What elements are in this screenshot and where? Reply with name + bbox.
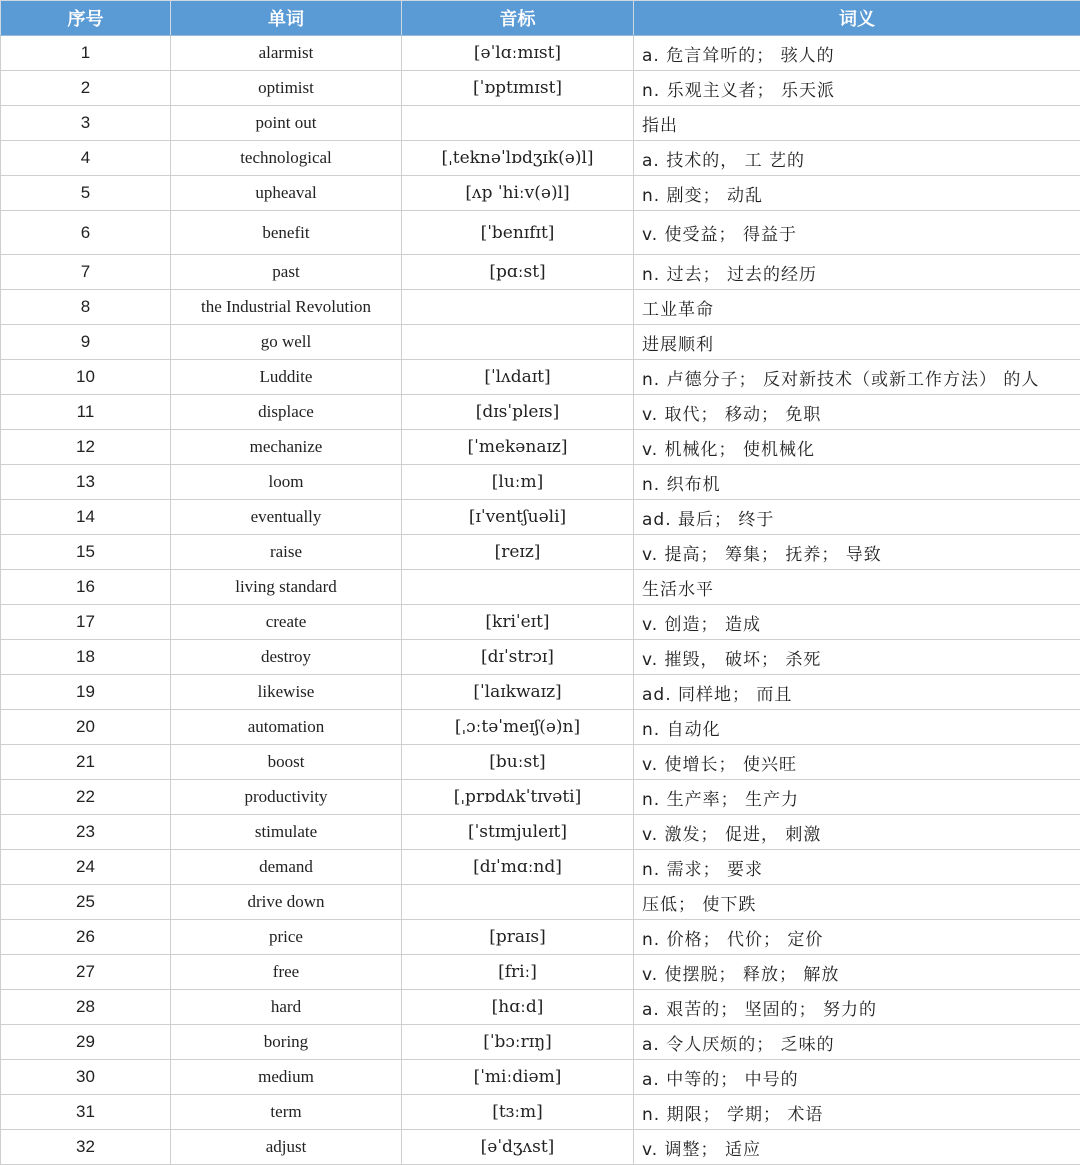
cell-index: 11: [1, 395, 171, 430]
cell-phonetic: [ˌɔːtəˈmeɪʃ(ə)n]: [402, 710, 634, 745]
cell-phonetic: [əˈlɑːmɪst]: [402, 36, 634, 71]
table-row: [1, 885, 1080, 920]
cell-meaning: v. 摧毁， 破坏； 杀死: [634, 640, 1080, 675]
cell-index: 3: [1, 106, 171, 141]
cell-index: 27: [1, 955, 171, 990]
cell-index: 22: [1, 780, 171, 815]
table-row: [1, 106, 1080, 141]
cell-index: 5: [1, 176, 171, 211]
cell-index: 29: [1, 1025, 171, 1060]
cell-meaning: a. 危言耸听的； 骇人的: [634, 36, 1080, 71]
cell-phonetic: [əˈdʒʌst]: [402, 1130, 634, 1165]
cell-word: eventually: [171, 500, 402, 535]
cell-index: 6: [1, 211, 171, 255]
cell-meaning: 生活水平: [634, 570, 1080, 605]
table-row: [1, 430, 1080, 465]
cell-index: 2: [1, 71, 171, 106]
cell-word: go well: [171, 325, 402, 360]
cell-index: 26: [1, 920, 171, 955]
table-row: [1, 850, 1080, 885]
cell-word: the Industrial Revolution: [171, 290, 402, 325]
cell-meaning: n. 需求； 要求: [634, 850, 1080, 885]
cell-index: 13: [1, 465, 171, 500]
table-row: [1, 500, 1080, 535]
table-row: [1, 290, 1080, 325]
cell-index: 23: [1, 815, 171, 850]
cell-meaning: v. 使摆脱； 释放； 解放: [634, 955, 1080, 990]
cell-word: point out: [171, 106, 402, 141]
cell-word: demand: [171, 850, 402, 885]
cell-meaning: a. 中等的； 中号的: [634, 1060, 1080, 1095]
cell-index: 21: [1, 745, 171, 780]
cell-meaning: v. 激发； 促进， 刺激: [634, 815, 1080, 850]
cell-phonetic: [ˌprɒdʌkˈtɪvəti]: [402, 780, 634, 815]
cell-index: 9: [1, 325, 171, 360]
cell-index: 19: [1, 675, 171, 710]
table-row: [1, 1130, 1080, 1165]
cell-meaning: v. 使增长； 使兴旺: [634, 745, 1080, 780]
cell-index: 20: [1, 710, 171, 745]
cell-meaning: n. 期限； 学期； 术语: [634, 1095, 1080, 1130]
cell-meaning: ad. 同样地； 而且: [634, 675, 1080, 710]
table-row: [1, 141, 1080, 176]
cell-meaning: n. 剧变； 动乱: [634, 176, 1080, 211]
cell-word: create: [171, 605, 402, 640]
table-row: [1, 570, 1080, 605]
cell-word: benefit: [171, 211, 402, 255]
cell-meaning: v. 机械化； 使机械化: [634, 430, 1080, 465]
cell-phonetic: [ˈmiːdiəm]: [402, 1060, 634, 1095]
cell-phonetic: [402, 325, 634, 360]
cell-word: likewise: [171, 675, 402, 710]
cell-phonetic: [402, 290, 634, 325]
cell-word: automation: [171, 710, 402, 745]
cell-meaning: n. 织布机: [634, 465, 1080, 500]
cell-word: adjust: [171, 1130, 402, 1165]
cell-phonetic: [pɑːst]: [402, 255, 634, 290]
cell-phonetic: [ˈstɪmjuleɪt]: [402, 815, 634, 850]
cell-phonetic: [kriˈeɪt]: [402, 605, 634, 640]
cell-meaning: n. 过去； 过去的经历: [634, 255, 1080, 290]
cell-index: 7: [1, 255, 171, 290]
cell-word: raise: [171, 535, 402, 570]
table-row: [1, 955, 1080, 990]
cell-index: 18: [1, 640, 171, 675]
cell-word: medium: [171, 1060, 402, 1095]
cell-index: 1: [1, 36, 171, 71]
cell-phonetic: [ɪˈventʃuəli]: [402, 500, 634, 535]
header-index: 序号: [1, 1, 171, 36]
cell-index: 25: [1, 885, 171, 920]
cell-meaning: n. 自动化: [634, 710, 1080, 745]
cell-meaning: n. 生产率； 生产力: [634, 780, 1080, 815]
cell-phonetic: [hɑːd]: [402, 990, 634, 1025]
table-row: [1, 990, 1080, 1025]
cell-word: past: [171, 255, 402, 290]
table-row: [1, 605, 1080, 640]
cell-phonetic: [402, 570, 634, 605]
cell-index: 17: [1, 605, 171, 640]
cell-phonetic: [ˌteknəˈlɒdʒɪk(ə)l]: [402, 141, 634, 176]
cell-index: 16: [1, 570, 171, 605]
cell-word: destroy: [171, 640, 402, 675]
cell-meaning: 工业革命: [634, 290, 1080, 325]
cell-meaning: v. 使受益； 得益于: [634, 211, 1080, 255]
header-row: [1, 1, 1080, 36]
cell-meaning: v. 取代； 移动； 免职: [634, 395, 1080, 430]
cell-index: 28: [1, 990, 171, 1025]
cell-index: 30: [1, 1060, 171, 1095]
cell-meaning: ad. 最后； 终于: [634, 500, 1080, 535]
cell-phonetic: [praɪs]: [402, 920, 634, 955]
cell-phonetic: [ˈɒptɪmɪst]: [402, 71, 634, 106]
cell-phonetic: [ˈbenɪfɪt]: [402, 211, 634, 255]
cell-phonetic: [luːm]: [402, 465, 634, 500]
cell-word: alarmist: [171, 36, 402, 71]
header-word: 单词: [171, 1, 402, 36]
cell-phonetic: [buːst]: [402, 745, 634, 780]
cell-word: displace: [171, 395, 402, 430]
cell-word: boring: [171, 1025, 402, 1060]
cell-meaning: v. 创造； 造成: [634, 605, 1080, 640]
cell-word: technological: [171, 141, 402, 176]
cell-phonetic: [reɪz]: [402, 535, 634, 570]
cell-meaning: n. 价格； 代价； 定价: [634, 920, 1080, 955]
table-row: [1, 535, 1080, 570]
cell-phonetic: [402, 106, 634, 141]
cell-index: 15: [1, 535, 171, 570]
cell-phonetic: [ˈmekənaɪz]: [402, 430, 634, 465]
table-row: [1, 745, 1080, 780]
cell-meaning: 指出: [634, 106, 1080, 141]
cell-phonetic: [tɜːm]: [402, 1095, 634, 1130]
cell-index: 10: [1, 360, 171, 395]
cell-meaning: a. 技术的， 工 艺的: [634, 141, 1080, 176]
cell-meaning: 压低； 使下跌: [634, 885, 1080, 920]
table-row: [1, 395, 1080, 430]
header-phonetic: 音标: [402, 1, 634, 36]
cell-meaning: a. 艰苦的； 坚固的； 努力的: [634, 990, 1080, 1025]
cell-phonetic: [dɪˈmɑːnd]: [402, 850, 634, 885]
cell-word: loom: [171, 465, 402, 500]
table-row: [1, 36, 1080, 71]
table-row: [1, 255, 1080, 290]
cell-word: price: [171, 920, 402, 955]
table-row: [1, 465, 1080, 500]
cell-phonetic: [dɪsˈpleɪs]: [402, 395, 634, 430]
cell-word: boost: [171, 745, 402, 780]
cell-word: productivity: [171, 780, 402, 815]
cell-word: term: [171, 1095, 402, 1130]
cell-index: 32: [1, 1130, 171, 1165]
table-row: [1, 1025, 1080, 1060]
table-row: [1, 815, 1080, 850]
table-row: [1, 710, 1080, 745]
cell-index: 8: [1, 290, 171, 325]
cell-word: free: [171, 955, 402, 990]
cell-meaning: v. 提高； 筹集； 抚养； 导致: [634, 535, 1080, 570]
cell-word: stimulate: [171, 815, 402, 850]
cell-word: optimist: [171, 71, 402, 106]
cell-phonetic: [friː]: [402, 955, 634, 990]
cell-phonetic: [ˈbɔːrɪŋ]: [402, 1025, 634, 1060]
cell-meaning: 进展顺利: [634, 325, 1080, 360]
table-row: [1, 360, 1080, 395]
cell-word: Luddite: [171, 360, 402, 395]
table-row: [1, 920, 1080, 955]
cell-word: hard: [171, 990, 402, 1025]
cell-index: 24: [1, 850, 171, 885]
cell-meaning: v. 调整； 适应: [634, 1130, 1080, 1165]
cell-word: drive down: [171, 885, 402, 920]
table-row: [1, 71, 1080, 106]
cell-index: 14: [1, 500, 171, 535]
table-row: [1, 780, 1080, 815]
cell-phonetic: [dɪˈstrɔɪ]: [402, 640, 634, 675]
cell-index: 12: [1, 430, 171, 465]
cell-meaning: n. 卢德分子； 反对新技术（或新工作方法） 的人: [634, 360, 1080, 395]
table-row: [1, 325, 1080, 360]
header-meaning: 词义: [634, 1, 1080, 36]
cell-word: living standard: [171, 570, 402, 605]
table-row: [1, 1060, 1080, 1095]
cell-phonetic: [ˈlaɪkwaɪz]: [402, 675, 634, 710]
cell-phonetic: [ˈlʌdaɪt]: [402, 360, 634, 395]
cell-index: 31: [1, 1095, 171, 1130]
table-body: [1, 36, 1080, 1165]
cell-index: 4: [1, 141, 171, 176]
cell-phonetic: [402, 885, 634, 920]
cell-meaning: a. 令人厌烦的； 乏味的: [634, 1025, 1080, 1060]
table-row: [1, 640, 1080, 675]
cell-meaning: n. 乐观主义者； 乐天派: [634, 71, 1080, 106]
cell-word: mechanize: [171, 430, 402, 465]
cell-word: upheaval: [171, 176, 402, 211]
table-row: [1, 1095, 1080, 1130]
cell-phonetic: [ʌp ˈhiːv(ə)l]: [402, 176, 634, 211]
table-row: [1, 675, 1080, 710]
table-row: [1, 176, 1080, 211]
table-row: [1, 211, 1080, 255]
